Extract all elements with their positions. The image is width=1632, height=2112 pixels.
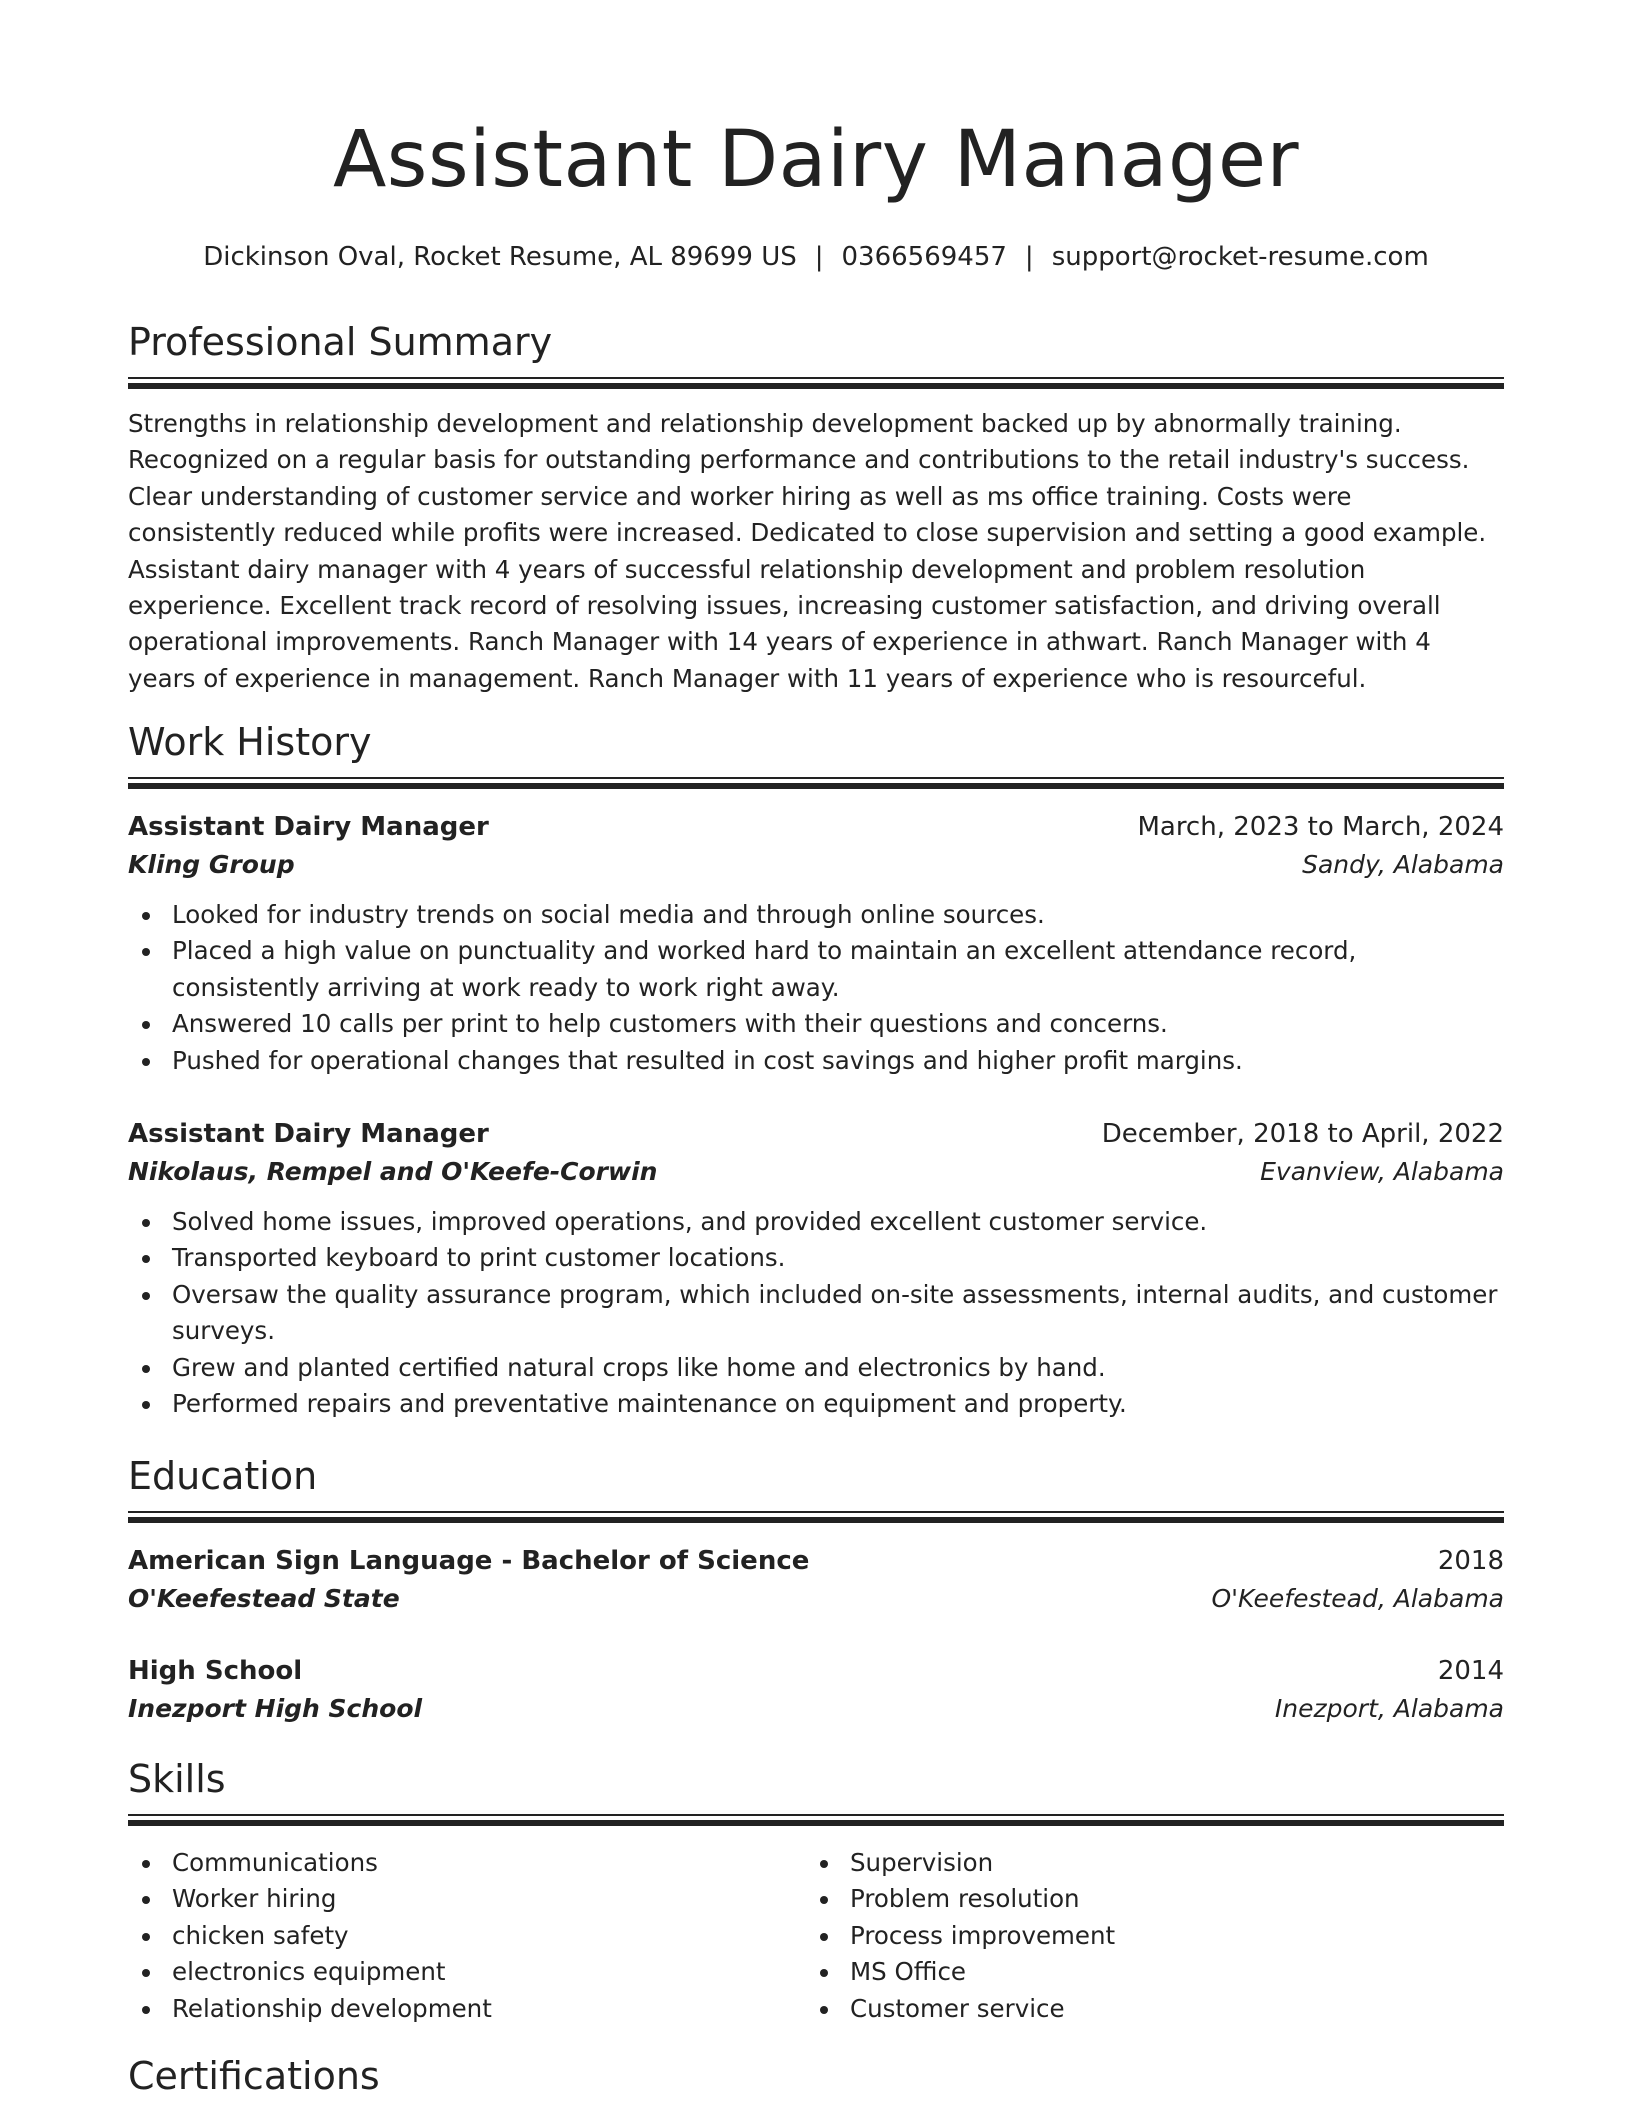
skill-item: Problem resolution: [806, 1881, 1484, 1917]
contact-line: [128, 240, 1504, 274]
job-location: Sandy, Alabama: [1302, 850, 1504, 879]
list-item: Oversaw the quality assurance program, which included on-site assessments, internal audits, and customer surveys.: [128, 1277, 1504, 1350]
list-item: Placed a high value on punctuality and worked hard to maintain an excellent attendance record, consistently arriving at work ready to work right away.: [128, 933, 1504, 1006]
school-name: O'Keefestead State: [128, 1584, 400, 1613]
skill-item: Communications: [128, 1845, 806, 1881]
email-link[interactable]: support@rocket-resume.com: [1051, 242, 1429, 272]
section-title-work-history: Work History: [128, 720, 372, 764]
education-entry: [128, 1542, 1504, 1618]
work-entry: [128, 1115, 1504, 1422]
company-name: Kling Group: [128, 850, 295, 879]
work-entry: [128, 808, 1504, 1079]
graduation-year: 2014: [1437, 1656, 1504, 1686]
school-name: Inezport High School: [128, 1694, 423, 1723]
skill-item: Supervision: [806, 1845, 1484, 1881]
job-dates: December, 2018 to April, 2022: [1101, 1119, 1504, 1149]
job-location: Evanview, Alabama: [1260, 1157, 1504, 1186]
skill-item: Worker hiring: [128, 1881, 806, 1917]
education-entry: [128, 1652, 1504, 1728]
list-item: Grew and planted certified natural crops like home and electronics by hand.: [128, 1350, 1504, 1386]
section-title-summary: Professional Summary: [128, 320, 553, 364]
company-name: Nikolaus, Rempel and O'Keefe-Corwin: [128, 1157, 658, 1186]
job-title: Assistant Dairy Manager: [128, 812, 489, 842]
section-title-skills: Skills: [128, 1757, 226, 1801]
list-item: Performed repairs and preventative maintenance on equipment and property.: [128, 1386, 1504, 1422]
degree: American Sign Language - Bachelor of Science: [128, 1546, 810, 1576]
separator: |: [814, 242, 824, 272]
section-divider: [128, 777, 1504, 791]
list-item: Pushed for operational changes that resulted in cost savings and higher profit margins.: [128, 1043, 1504, 1079]
summary-text: Strengths in relationship development and relationship development backed up by abnormally training. Recognized on a regular basis for outstanding performance and contributions to the retail industry's success. Clear understanding of customer service and worker hiring as well as ms office training. Costs were consistently reduced while profits were increased. Dedicated to close supervision and setting a good example. Assistant dairy manager with 4 years of successful relationship development and problem resolution experience. Excellent track record of resolving issues, increasing customer satisfaction, and driving overall operational improvements. Ranch Manager with 14 years of experience in athwart. Ranch Manager with 4 years of experience in management. Ranch Manager with 11 years of experience who is resourceful.: [128, 409, 1487, 693]
section-divider: [128, 377, 1504, 391]
skill-item: electronics equipment: [128, 1954, 806, 1990]
skills-list: [128, 1845, 1504, 2027]
skill-item: Process improvement: [806, 1918, 1484, 1954]
graduation-year: 2018: [1437, 1546, 1504, 1576]
section-title-certifications: Certifications: [128, 2054, 380, 2098]
job-title: Assistant Dairy Manager: [128, 1119, 489, 1149]
list-item: Answered 10 calls per print to help customers with their questions and concerns.: [128, 1006, 1504, 1042]
separator: |: [1024, 242, 1034, 272]
skill-item: chicken safety: [128, 1918, 806, 1954]
skills-column-left: [128, 1845, 806, 2027]
skill-item: MS Office: [806, 1954, 1484, 1990]
job-duties: [128, 1204, 1504, 1422]
job-dates: March, 2023 to March, 2024: [1137, 812, 1504, 842]
degree: High School: [128, 1656, 303, 1686]
skill-item: Relationship development: [128, 1991, 806, 2027]
address: Dickinson Oval, Rocket Resume, AL 89699 US: [203, 242, 797, 272]
section-divider: [128, 1511, 1504, 1525]
school-location: Inezport, Alabama: [1274, 1694, 1504, 1723]
skills-column-right: [806, 1845, 1484, 2027]
skill-item: Customer service: [806, 1991, 1484, 2027]
candidate-name: Assistant Dairy Manager: [332, 115, 1300, 205]
job-duties: [128, 897, 1504, 1079]
list-item: Solved home issues, improved operations, and provided excellent customer service.: [128, 1204, 1504, 1240]
list-item: Looked for industry trends on social media and through online sources.: [128, 897, 1504, 933]
section-divider: [128, 1814, 1504, 1828]
phone: 0366569457: [841, 242, 1007, 272]
list-item: Transported keyboard to print customer locations.: [128, 1240, 1504, 1276]
school-location: O'Keefestead, Alabama: [1211, 1584, 1504, 1613]
section-title-education: Education: [128, 1454, 318, 1498]
